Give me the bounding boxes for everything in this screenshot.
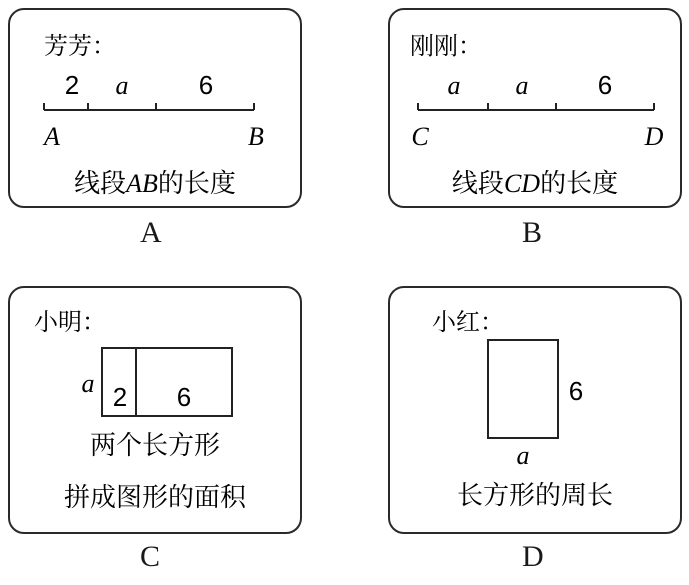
caption-segment-name: CD xyxy=(503,169,541,198)
caption-line-1: 两个长方形 xyxy=(89,431,221,461)
segment-length-label: 6 xyxy=(198,70,214,100)
option-label-b: B xyxy=(522,216,543,249)
caption xyxy=(452,169,618,199)
person-name: 刚刚： xyxy=(410,32,482,60)
segment-cd-diagram xyxy=(390,10,680,206)
option-a-panel xyxy=(8,8,302,208)
segment-length-label: 6 xyxy=(597,70,613,100)
caption xyxy=(74,169,236,199)
rectangle xyxy=(488,340,558,438)
segment-length-label: a xyxy=(447,71,461,100)
option-label-c: C xyxy=(140,540,161,573)
caption-text: 的长度 xyxy=(157,169,236,199)
caption-line-2: 拼成图形的面积 xyxy=(63,483,247,513)
option-c-panel xyxy=(8,286,302,534)
option-b-panel xyxy=(388,8,682,208)
width-label: 2 xyxy=(112,382,128,412)
caption-text: 的长度 xyxy=(540,169,619,199)
segment-length-label: a xyxy=(115,71,129,100)
caption-text: 线段 xyxy=(74,169,127,199)
endpoint-label: A xyxy=(44,122,60,151)
height-label: 6 xyxy=(568,376,584,406)
option-label-a: A xyxy=(140,216,162,249)
endpoint-label: D xyxy=(644,122,664,151)
width-label: a xyxy=(516,441,530,470)
person-name: 芳芳： xyxy=(44,32,116,60)
segment-length-label: 2 xyxy=(64,70,80,100)
segment-ab-diagram xyxy=(10,10,300,206)
option-label-d: D xyxy=(522,540,544,573)
side-length-label: a xyxy=(81,369,95,398)
two-rectangles-diagram xyxy=(10,288,300,532)
endpoint-label: B xyxy=(248,122,264,151)
caption: 长方形的周长 xyxy=(456,481,614,511)
caption-text: 线段 xyxy=(451,169,504,199)
rectangle-perimeter-diagram xyxy=(390,288,680,532)
endpoint-label: C xyxy=(411,122,429,151)
option-d-panel xyxy=(388,286,682,534)
caption-segment-name: AB xyxy=(126,169,158,198)
person-name: 小明： xyxy=(34,308,106,336)
person-name: 小红： xyxy=(432,308,504,336)
segment-length-label: a xyxy=(515,71,529,100)
width-label: 6 xyxy=(176,382,192,412)
